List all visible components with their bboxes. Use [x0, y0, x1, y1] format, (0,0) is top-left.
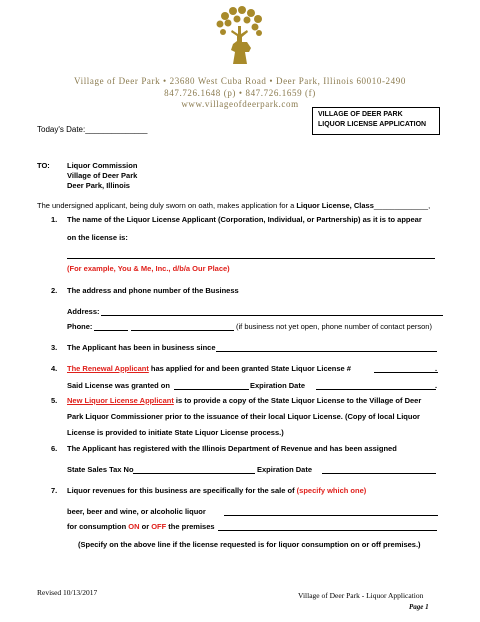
item-6-number: 6.	[51, 444, 58, 453]
item-4-text	[67, 364, 351, 373]
consumption-text: for consumption	[67, 522, 127, 531]
item-1-text: The name of the Liquor License Applicant (Corporation, Individual, or Partnership) as it is to appear	[67, 215, 422, 224]
expiration-line-4[interactable]	[316, 389, 436, 390]
item-1-example: (For example, You & Me, Inc., d/b/a Our Place)	[67, 264, 230, 273]
intro-sentence: The undersigned applicant, being duly sworn on oath, makes application for a	[37, 201, 295, 210]
to-line-1: Liquor Commission	[67, 161, 138, 170]
intro-class-label: Liquor License, Class	[296, 201, 374, 210]
expiration-label-6: Expiration Date	[257, 465, 313, 474]
business-since-line[interactable]	[216, 351, 437, 352]
application-title-box	[312, 107, 440, 135]
title-line-2: LIQUOR LICENSE APPLICATION	[318, 121, 427, 128]
sales-tax-label: State Sales Tax No	[67, 465, 134, 474]
header-phone: 847.726.1648 (p) • 847.726.1659 (f)	[164, 88, 316, 98]
item-7-text	[67, 486, 366, 495]
to-label: TO:	[37, 161, 50, 170]
consumption-label	[67, 522, 215, 531]
item-4-number: 4.	[51, 364, 58, 373]
liquor-options-line[interactable]	[224, 515, 438, 516]
phone-label: Phone:	[67, 322, 93, 331]
item-3-number: 3.	[51, 343, 58, 352]
item-7-number: 7.	[51, 486, 58, 495]
on-label: ON	[128, 522, 140, 531]
todays-date	[37, 125, 148, 134]
to-line-3: Deer Park, Illinois	[67, 181, 130, 190]
expiration-line-6[interactable]	[322, 473, 436, 474]
page-number: Page 1	[409, 603, 429, 611]
item-6-text: The Applicant has registered with the Illinois Department of Revenue and has been assigned	[67, 444, 397, 453]
item-5-sentence: is to provide a copy of the State Liquor License to the Village of Deer	[175, 396, 422, 405]
revised-date: Revised 10/13/2017	[37, 588, 98, 597]
date-field[interactable]: ______________	[85, 125, 148, 134]
deer-tree-logo-icon	[211, 6, 267, 68]
off-label: OFF	[151, 522, 167, 531]
to-line-2: Village of Deer Park	[67, 171, 138, 180]
consumption-line[interactable]	[218, 530, 437, 531]
title-line-1: VILLAGE OF DEER PARK	[318, 111, 403, 118]
item-3-text: The Applicant has been in business since	[67, 343, 216, 352]
license-class-field[interactable]: _____________,	[373, 201, 431, 210]
header-address: Village of Deer Park • 23680 West Cuba Road • Deer Park, Illinois 60010-2490	[74, 76, 406, 86]
state-license-number-line[interactable]	[374, 372, 438, 373]
header-website: www.villageofdeerpark.com	[181, 99, 299, 109]
address-line[interactable]	[101, 315, 443, 316]
item-2-text: The address and phone number of the Business	[67, 286, 239, 295]
expiration-label-4: Expiration Date	[250, 381, 306, 390]
item-5-text	[67, 396, 421, 405]
renewal-applicant-label: The Renewal Applicant	[67, 364, 149, 373]
phone-note: (if business not yet open, phone number of contact person)	[236, 322, 432, 331]
item-1-text-2: on the license is:	[67, 233, 128, 242]
phone-area-line[interactable]	[94, 330, 128, 331]
new-applicant-label: New Liquor License Applicant	[67, 396, 174, 405]
granted-on-label: Said License was granted on	[67, 381, 170, 390]
item-2-number: 2.	[51, 286, 58, 295]
date-label: Today's Date:	[37, 125, 86, 134]
item-1-number: 1.	[51, 215, 58, 224]
item-5-number: 5.	[51, 396, 58, 405]
phone-number-line[interactable]	[131, 330, 234, 331]
granted-on-line[interactable]	[174, 389, 249, 390]
applicant-name-line[interactable]	[67, 258, 435, 259]
specify-which-one: (specify which one)	[296, 486, 367, 495]
item-4-period: .	[435, 364, 438, 373]
address-label: Address:	[67, 307, 100, 316]
item-5-line-3: License is provided to initiate State Liquor License process.)	[67, 428, 284, 437]
intro-text	[37, 201, 430, 210]
sales-tax-line[interactable]	[133, 473, 255, 474]
item-5-line-2: Park Liquor Commissioner prior to the issuance of their local Liquor License. (Copy of local Liquor	[67, 412, 420, 421]
item-7-note: (Specify on the above line if the license requested is for liquor consumption on or off premises.)	[78, 540, 421, 549]
footer-doc-title: Village of Deer Park - Liquor Application	[298, 591, 424, 600]
premises-text: the premises	[168, 522, 215, 531]
or-text: or	[141, 522, 150, 531]
item-7-sentence: Liquor revenues for this business are specifically for the sale of	[67, 486, 295, 495]
liquor-options-label: beer, beer and wine, or alcoholic liquor	[67, 507, 206, 516]
item-4-period-2: .	[435, 381, 438, 390]
item-4-sentence: has applied for and been granted State Liquor License #	[150, 364, 351, 373]
